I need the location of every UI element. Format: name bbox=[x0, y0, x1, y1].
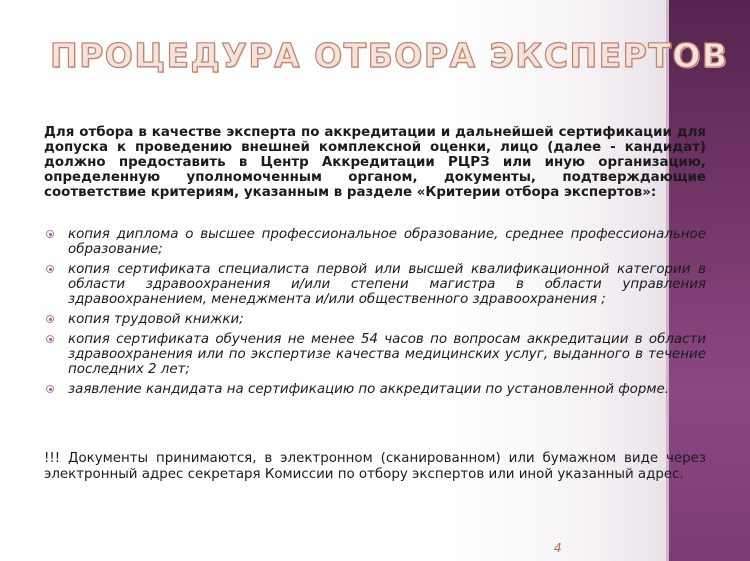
list-item bbox=[44, 312, 706, 327]
list-item bbox=[44, 332, 706, 377]
circle-bullet-icon bbox=[46, 315, 54, 323]
intro-paragraph: Для отбора в качестве эксперта по аккредитации и дальнейшей сертификации для допуска к проведению внешней комплексной оценки, лицо (далее - кандидат) должно предоставить в Центр Аккредитации РЦРЗ или иную организацию, определенную уполномоченным органом, документы, подтверждающие соответствие критериям, указанным в разделе «Критерии отбора экспертов»: bbox=[44, 125, 706, 200]
list-item-text: копия сертификата специалиста первой или высшей квалификационной категории в области здравоохранения и/или степени магистра в области управления здравоохранением, менеджмента и/или общественного здравоохранения ; bbox=[68, 262, 706, 307]
circle-bullet-icon bbox=[46, 385, 54, 393]
list-item-text: копия диплома о высшее профессиональное образование, среднее профессиональное образование; bbox=[68, 227, 706, 257]
submission-note: !!! Документы принимаются, в электронном (сканированном) или бумажном виде через электронный адрес секретаря Комиссии по отбору экспертов или иной указанный адрес. bbox=[44, 451, 706, 482]
slide-title: ПРОЦЕДУРА ОТБОРА ЭКСПЕРТОВ bbox=[50, 36, 729, 75]
list-item bbox=[44, 262, 706, 307]
list-item-text: копия сертификата обучения не менее 54 часов по вопросам аккредитации в области здравоохранения или по экспертизе качества медицинских услуг, выданного в течение последних 2 лет; bbox=[68, 332, 706, 377]
page-number: 4 bbox=[554, 541, 562, 555]
list-item bbox=[44, 227, 706, 257]
circle-bullet-icon bbox=[46, 335, 54, 343]
list-item-text: заявление кандидата на сертификацию по аккредитации по установленной форме. bbox=[68, 382, 669, 397]
list-item bbox=[44, 382, 706, 397]
required-documents-list bbox=[44, 227, 706, 402]
list-item-text: копия трудовой книжки; bbox=[68, 312, 244, 327]
circle-bullet-icon bbox=[46, 230, 54, 238]
circle-bullet-icon bbox=[46, 265, 54, 273]
